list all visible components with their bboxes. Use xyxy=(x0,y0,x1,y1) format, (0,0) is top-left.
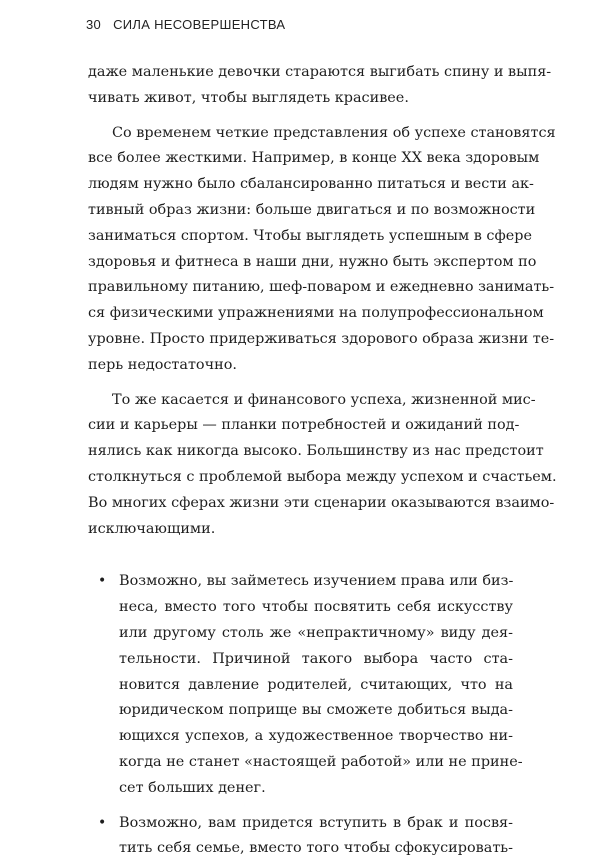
text-line: нялись как никогда высоко. Большинству из нас предстоит xyxy=(88,443,544,460)
text-line: Во многих сферах жизни эти сценарии оказываются взаимо- xyxy=(88,494,555,511)
text-line: правильному питанию, шеф-поваром и ежедневно занимать- xyxy=(88,279,555,296)
text-line: заниматься спортом. Чтобы выглядеть успешным в сфере xyxy=(88,227,532,244)
text-line: все более жесткими. Например, в конце XX века здоровым xyxy=(88,150,540,167)
text-line: юридическом поприще вы сможете добиться выда- xyxy=(119,702,513,719)
bullet-item xyxy=(88,811,513,862)
text-line: сет больших денег. xyxy=(119,779,266,796)
text-line: столкнуться с проблемой выбора между успехом и счастьем. xyxy=(88,468,557,485)
text-line: Возможно, вы займетесь изучением права или биз- xyxy=(119,573,514,590)
bullet-marker: • xyxy=(98,814,107,831)
paragraph xyxy=(88,388,557,543)
text-line: тивный образ жизни: больше двигаться и по возможности xyxy=(88,201,536,218)
text-line: людям нужно было сбалансированно питаться и вести ак- xyxy=(88,176,534,193)
text-line: когда не станет «настоящей работой» или не прине- xyxy=(119,753,523,770)
text-line: Со временем четкие представления об успехе становятся xyxy=(112,124,556,141)
text-line: тельности. Причиной такого выбора часто ста- xyxy=(119,650,513,667)
text-line: или другому столь же «непрактичному» виду дея- xyxy=(119,624,513,641)
running-head xyxy=(86,17,285,32)
bullet-item xyxy=(88,569,523,801)
text-line: ся физическими упражнениями на полупрофессиональном xyxy=(88,305,544,322)
text-line: новится давление родителей, считающих, что на xyxy=(119,676,513,693)
text-line: исключающими. xyxy=(88,520,216,537)
text-line: Возможно, вам придется вступить в брак и посвя- xyxy=(119,814,513,831)
text-line: ющихся успехов, а художественное творчество ни- xyxy=(119,728,513,745)
text-line: неса, вместо того чтобы посвятить себя искусству xyxy=(119,599,513,616)
paragraph xyxy=(88,60,552,112)
text-line: перь недостаточно. xyxy=(88,356,237,373)
running-title: СИЛА НЕСОВЕРШЕНСТВА xyxy=(113,17,286,32)
text-line: даже маленькие девочки стараются выгибать спину и выпя- xyxy=(88,64,552,80)
text-line: сии и карьеры — планки потребностей и ожиданий под- xyxy=(88,417,520,434)
text-line: уровне. Просто придерживаться здорового образа жизни те- xyxy=(88,330,555,347)
text-line: То же касается и финансового успеха, жизненной мис- xyxy=(112,391,536,408)
body-text xyxy=(88,60,557,862)
page-number: 30 xyxy=(86,17,102,32)
bullet-marker: • xyxy=(98,573,107,590)
text-line: тить себя семье, вместо того чтобы сфокусировать- xyxy=(119,840,513,857)
text-line: чивать живот, чтобы выглядеть красивее. xyxy=(88,89,409,106)
text-line: здоровья и фитнеса в наши дни, нужно быть экспертом по xyxy=(88,253,537,270)
paragraph xyxy=(88,121,556,379)
